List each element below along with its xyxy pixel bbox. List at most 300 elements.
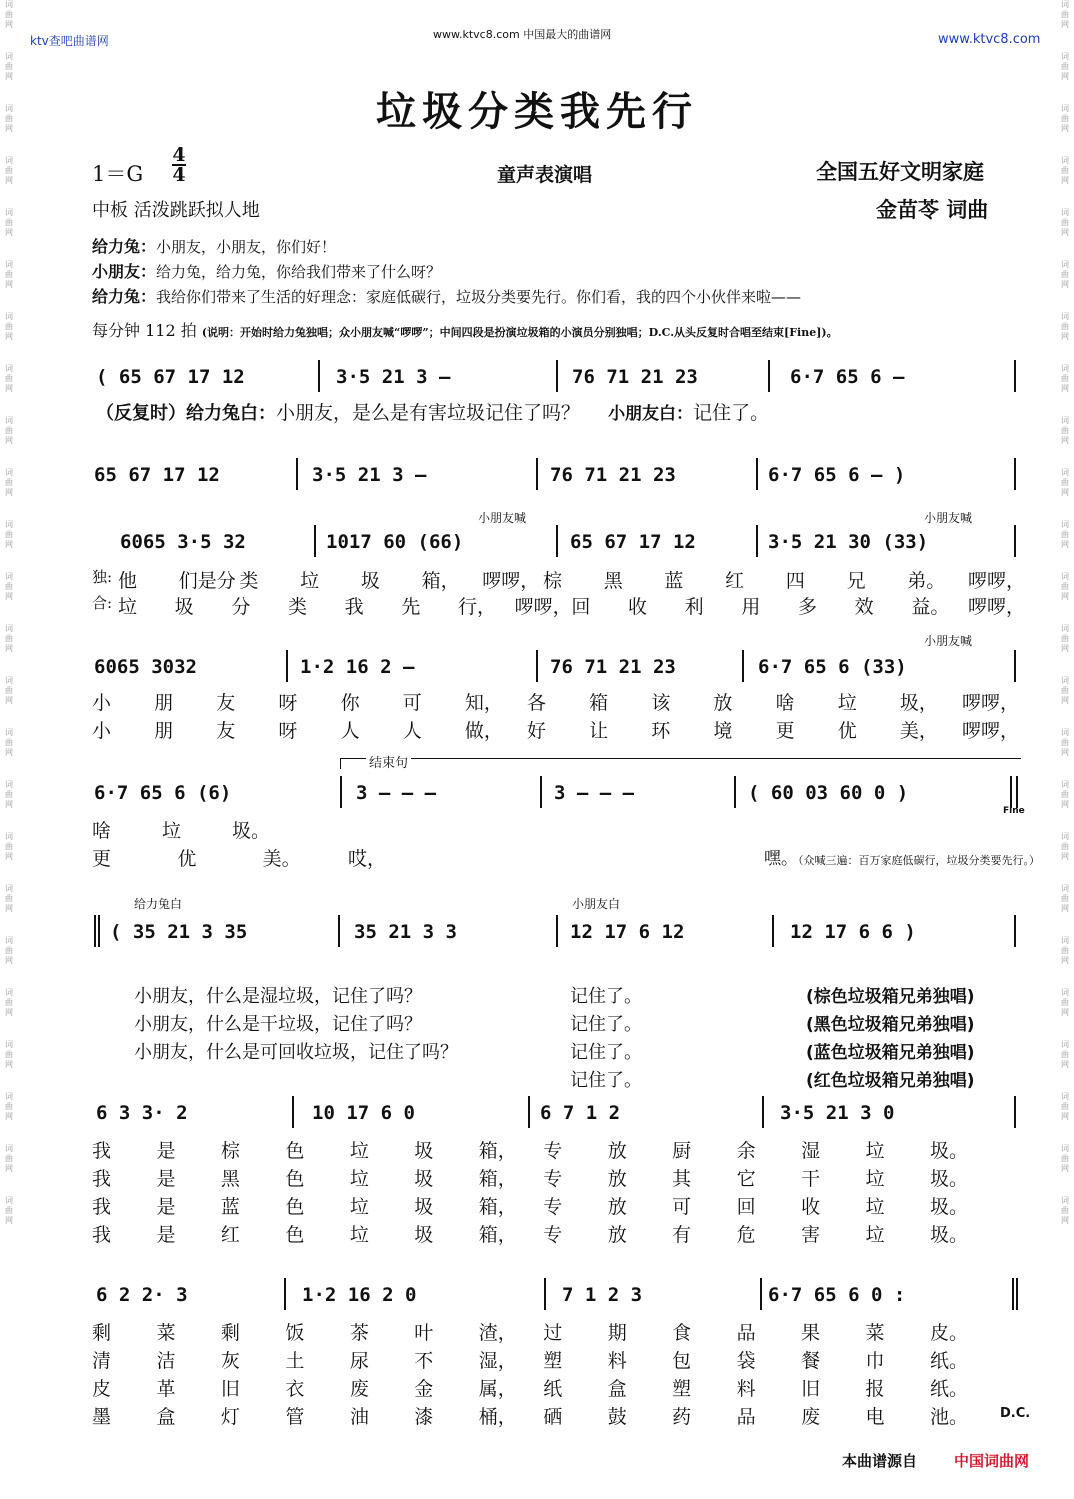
lyric-syllable: 小 <box>92 692 112 714</box>
watermark-text: 词 曲 网 <box>1061 312 1069 341</box>
right-watermark-strip <box>1056 0 1074 1499</box>
lyric-syllable: 革 <box>156 1378 176 1400</box>
lyric-syllable: 纸。 <box>930 1378 969 1400</box>
watermark-text: 词 曲 网 <box>5 832 13 861</box>
footer-source: 本曲谱源自 <box>842 1452 918 1470</box>
lyric-syllable: 塑 <box>543 1350 563 1372</box>
watermark-text: 词 曲 网 <box>5 624 13 653</box>
lyric-syllable: 是 <box>156 1140 176 1162</box>
lyric-syllable: 池。 <box>930 1406 969 1428</box>
barline <box>734 776 736 808</box>
lyric-syllable: 危 <box>736 1224 756 1246</box>
measure: 3·5 21 3 – <box>336 366 451 388</box>
lyric-syllable: 收 <box>628 596 648 618</box>
lyric-syllable: 色 <box>285 1168 305 1190</box>
barline <box>756 525 758 557</box>
measure: 7 1 2 3 <box>562 1284 643 1306</box>
lyric-syllable: 垃 <box>118 596 138 618</box>
watermark-text: 词 曲 网 <box>5 156 13 185</box>
lyric-syllable: 清 <box>92 1350 112 1372</box>
lyric-syllable: 盒 <box>156 1406 176 1428</box>
watermark-text: 词 曲 网 <box>1061 364 1069 393</box>
lyric-syllable: 桶， <box>478 1406 517 1428</box>
lyric-syllable: 专 <box>543 1196 563 1218</box>
key-signature: 1＝G <box>92 162 144 186</box>
lyric-syllable: 塑 <box>672 1378 692 1400</box>
dialogue-line: 给力兔：小朋友，小朋友，你们好！ <box>92 237 337 256</box>
measure: 6·7 65 6 – ) <box>768 464 906 486</box>
lyric-syllable: 圾。 <box>930 1140 969 1162</box>
spoken-a: 记住了。 <box>570 1014 642 1035</box>
lyric-syllable: 黑 <box>603 570 623 592</box>
lyric-syllable: 我 <box>92 1224 112 1246</box>
ending-label: 结束句 <box>366 752 411 771</box>
lyric-syllable: 红 <box>725 570 745 592</box>
watermark-text: 词 曲 网 <box>1061 0 1069 29</box>
lyric-syllable: 朋 <box>154 720 174 742</box>
lyric-syllable: 收 <box>801 1196 821 1218</box>
lyric-syllable: 垃 <box>865 1224 885 1246</box>
lyric-syllable: 蓝 <box>220 1196 240 1218</box>
lyric-syllable: 色 <box>285 1224 305 1246</box>
cue-label: 小朋友白 <box>572 897 621 911</box>
measure: 76 71 21 23 <box>550 656 676 678</box>
lyric-syllable: 色 <box>285 1196 305 1218</box>
spoken-role: (红色垃圾箱兄弟独唱) <box>806 1071 975 1091</box>
measure: 35 21 3 3 <box>354 921 457 943</box>
lyric-syllable: 友 <box>216 692 236 714</box>
lyric-syllable: 尿 <box>349 1350 369 1372</box>
watermark-text: 词 曲 网 <box>1061 1196 1069 1225</box>
lyric-syllable: 箱， <box>478 1224 517 1246</box>
watermark-text: 词 曲 网 <box>5 780 13 809</box>
lyric-syllable: 料 <box>736 1378 756 1400</box>
lyric-syllable: 垃 <box>865 1196 885 1218</box>
lyric-syllable: 渣， <box>478 1322 517 1344</box>
barline <box>1014 650 1016 682</box>
voice-label: 独: <box>92 568 113 586</box>
watermark-text: 词 曲 网 <box>5 260 13 289</box>
measure: 65 67 17 12 <box>570 531 696 553</box>
header-left-link[interactable]: ktv查吧曲谱网 <box>30 34 109 48</box>
watermark-text: 词 曲 网 <box>1061 624 1069 653</box>
measure: 1·2 16 2 0 <box>302 1284 417 1306</box>
lyric-syllable: 电 <box>865 1406 885 1428</box>
lyric-syllable: 美。 <box>262 848 301 870</box>
lyric-syllable: 圾 <box>414 1168 434 1190</box>
lyric-syllable: 皮。 <box>930 1322 969 1344</box>
lyric-syllable: 蓝 <box>664 570 684 592</box>
lyric-syllable: 行， <box>458 596 497 618</box>
barline <box>1014 525 1016 557</box>
spoken-q: 小朋友，什么是湿垃圾，记住了吗？ <box>134 986 422 1007</box>
measure: 1·2 16 2 – <box>300 656 415 678</box>
barline <box>1016 776 1018 808</box>
watermark-text: 词 曲 网 <box>5 936 13 965</box>
spoken-a: 记住了。 <box>570 1070 642 1091</box>
watermark-text: 词 曲 网 <box>1061 936 1069 965</box>
lyric-syllable: 旧 <box>801 1378 821 1400</box>
lyric-syllable: 可 <box>402 692 422 714</box>
measure: ( 35 21 3 35 <box>110 921 248 943</box>
barline <box>338 915 340 947</box>
page-title: 垃圾分类我先行 <box>376 88 698 135</box>
shout-line: 嘿。（众喊三遍：百万家庭低碳行，垃圾分类要先行。） <box>764 849 1040 869</box>
barline <box>284 1278 286 1310</box>
header-right-link[interactable]: www.ktvc8.com <box>938 32 1041 47</box>
lyric-syllable: 硒 <box>543 1406 563 1428</box>
lyric-syllable: 品 <box>736 1406 756 1428</box>
barline <box>768 360 770 392</box>
lyric-syllable: 漆 <box>414 1406 434 1428</box>
barline <box>540 776 542 808</box>
lyric-syllable: 灰 <box>220 1350 240 1372</box>
cue-label: 小朋友喊 <box>924 511 973 525</box>
lyric-syllable: 知， <box>464 692 503 714</box>
lyric-syllable: 药 <box>672 1406 692 1428</box>
lyric-syllable: 盒 <box>607 1378 627 1400</box>
lyric-syllable: 垃 <box>349 1140 369 1162</box>
barline <box>772 915 774 947</box>
barline <box>1014 458 1016 490</box>
lyric-syllable: 它 <box>736 1168 756 1190</box>
watermark-text: 词 曲 网 <box>5 468 13 497</box>
barline <box>292 1096 294 1128</box>
lyric-syllable: 呀 <box>278 720 298 742</box>
lyric-syllable: 料 <box>607 1350 627 1372</box>
lyric-syllable: 食 <box>672 1322 692 1344</box>
lyric-syllable: 圾。 <box>930 1196 969 1218</box>
lyric-syllable: 饭 <box>285 1322 305 1344</box>
lyric-syllable: 废 <box>801 1406 821 1428</box>
lyric-syllable: 放 <box>607 1224 627 1246</box>
lyric-syllable: 圾 <box>414 1224 434 1246</box>
lyric-syllable: 袋 <box>736 1350 756 1372</box>
barline <box>556 360 558 392</box>
performer: 童声表演唱 <box>497 164 593 186</box>
watermark-text: 词 曲 网 <box>1061 988 1069 1017</box>
lyric-syllable: 他 <box>118 570 138 592</box>
measure: ( 60 03 60 0 ) <box>748 782 909 804</box>
lyric-syllable: 圾。 <box>930 1168 969 1190</box>
lyric-syllable: 更 <box>92 848 112 870</box>
lyric-syllable: 垃 <box>349 1168 369 1190</box>
measure: 10 17 6 0 <box>312 1102 415 1124</box>
watermark-text: 词 曲 网 <box>5 572 13 601</box>
lyric-syllable: 回 <box>736 1196 756 1218</box>
watermark-text: 词 曲 网 <box>1061 1144 1069 1173</box>
barline <box>760 1278 762 1310</box>
lyric-syllable: 垃 <box>300 570 320 592</box>
measure: 6·7 65 6 0 : <box>768 1284 906 1306</box>
lyric-syllable: 包 <box>672 1350 692 1372</box>
lyric-syllable: 箱， <box>478 1140 517 1162</box>
lyric-syllable: 报 <box>865 1378 885 1400</box>
lyric-syllable: 更 <box>775 720 795 742</box>
barline <box>536 650 538 682</box>
footer-site-link[interactable]: 中国词曲网 <box>954 1452 1030 1470</box>
watermark-text: 词 曲 网 <box>1061 572 1069 601</box>
measure: 6·7 65 6 (6) <box>94 782 232 804</box>
lyric-syllable: 皮 <box>92 1378 112 1400</box>
lyric-syllable: 垃 <box>865 1140 885 1162</box>
spoken-role: (棕色垃圾箱兄弟独唱) <box>806 987 975 1007</box>
lyric-syllable: 属， <box>478 1378 517 1400</box>
credit-line-2: 金苗苓 词曲 <box>876 197 989 222</box>
credit-line-1: 全国五好文明家庭 <box>816 159 984 184</box>
lyric-syllable: 朋 <box>154 692 174 714</box>
lyric-syllable: 剩 <box>92 1322 112 1344</box>
lyric-syllable: 墨 <box>92 1406 112 1428</box>
lyric-syllable: 兄 <box>846 570 866 592</box>
lyric-syllable: 厨 <box>672 1140 692 1162</box>
lyric-syllable: 我 <box>92 1196 112 1218</box>
lyric-syllable: 多 <box>798 596 818 618</box>
lyric-syllable: 放 <box>607 1196 627 1218</box>
measure: 6·7 65 6 (33) <box>758 656 907 678</box>
lyric-syllable: 分 <box>231 596 251 618</box>
lyric-syllable: 餐 <box>801 1350 821 1372</box>
lyric-syllable: 哎， <box>348 848 387 870</box>
measure: 3·5 21 3 0 <box>780 1102 895 1124</box>
lyric-syllable: 环 <box>651 720 671 742</box>
watermark-text: 词 曲 网 <box>5 520 13 549</box>
watermark-text: 词 曲 网 <box>5 364 13 393</box>
lyric-syllable: 小 <box>92 720 112 742</box>
lyric-syllable: 人 <box>402 720 422 742</box>
cue-label: 给力兔白 <box>134 897 183 911</box>
lyric-syllable: 啰啰， <box>962 692 1020 714</box>
tempo-line: 每分钟 112 拍 (说明：开始时给力兔独唱；众小朋友喊“啰啰”；中间四段是扮演垃圾箱的小演员分别独唱；D.C.从头反复时合唱至结束[Fine])。 <box>92 321 838 340</box>
watermark-text: 词 曲 网 <box>5 1092 13 1121</box>
spoken-role: (黑色垃圾箱兄弟独唱) <box>806 1015 975 1035</box>
lyric-syllable: 该 <box>651 692 671 714</box>
lyric-syllable: 垃 <box>349 1196 369 1218</box>
barline <box>756 458 758 490</box>
barline <box>742 650 744 682</box>
lyric-syllable: 圾。 <box>930 1224 969 1246</box>
lyric-syllable: 人 <box>340 720 360 742</box>
spoken-role: (蓝色垃圾箱兄弟独唱) <box>806 1043 975 1063</box>
lyric-syllable: 利 <box>684 596 704 618</box>
tempo-description: 中板 活泼跳跃拟人地 <box>92 200 260 221</box>
barline <box>296 458 298 490</box>
barline <box>318 360 320 392</box>
lyric-syllable: 我 <box>344 596 364 618</box>
lyric-syllable: 灯 <box>220 1406 240 1428</box>
lyric-syllable: 菜 <box>156 1322 176 1344</box>
watermark-text: 词 曲 网 <box>5 416 13 445</box>
cue-label: 小朋友喊 <box>924 634 973 648</box>
barline <box>314 525 316 557</box>
lyric-syllable: 圾 <box>360 570 380 592</box>
spoken-a: 记住了。 <box>570 1042 642 1063</box>
lyric-syllable: 红 <box>220 1224 240 1246</box>
lyric-syllable: 垃 <box>865 1168 885 1190</box>
lyric-syllable: 益。 <box>911 596 950 618</box>
lyric-syllable: 有 <box>672 1224 692 1246</box>
lyric-syllable: 干 <box>801 1168 821 1190</box>
spoken-q: 小朋友，什么是可回收垃圾，记住了吗？ <box>134 1042 458 1063</box>
lyric-syllable: 垃 <box>349 1224 369 1246</box>
watermark-text: 词 曲 网 <box>5 1040 13 1069</box>
spoken-q: 小朋友，什么是干垃圾，记住了吗？ <box>134 1014 422 1035</box>
lyric-syllable: 用 <box>741 596 761 618</box>
fine-mark: Fine <box>1003 806 1025 816</box>
watermark-text: 词 曲 网 <box>1061 468 1069 497</box>
lyric-syllable: 先 <box>401 596 421 618</box>
lyric-syllable: 四 <box>785 570 805 592</box>
lyric-syllable: 我 <box>92 1168 112 1190</box>
barline <box>536 458 538 490</box>
watermark-text: 词 曲 网 <box>5 988 13 1017</box>
lyric-syllable: 湿， <box>478 1350 517 1372</box>
lyric-syllable: 箱， <box>421 570 460 592</box>
watermark-text: 词 曲 网 <box>5 1144 13 1173</box>
measure: 12 17 6 6 ) <box>790 921 916 943</box>
lyric-syllable: 优 <box>177 848 197 870</box>
barline <box>528 1096 530 1128</box>
measure: 6065 3032 <box>94 656 197 678</box>
watermark-text: 词 曲 网 <box>1061 728 1069 757</box>
lyric-syllable: 啰啰， <box>482 570 540 592</box>
lyric-syllable: 其 <box>672 1168 692 1190</box>
lyric-syllable: 是 <box>156 1168 176 1190</box>
lyric-syllable: 啰啰， <box>968 570 1026 592</box>
lyric-syllable: 效 <box>854 596 874 618</box>
lyric-syllable: 各 <box>527 692 547 714</box>
lyric-syllable: 啰啰， <box>962 720 1020 742</box>
lyric-syllable: 箱， <box>478 1168 517 1190</box>
barline <box>1014 1096 1016 1128</box>
lyric-syllable: 回 <box>571 596 591 618</box>
lyric-syllable: 让 <box>589 720 609 742</box>
barline <box>556 525 558 557</box>
lyric-syllable: 品 <box>736 1322 756 1344</box>
voice-label: 合: <box>92 594 113 612</box>
watermark-text: 词 曲 网 <box>5 104 13 133</box>
lyric-syllable: 期 <box>607 1322 627 1344</box>
lyric-syllable: 优 <box>837 720 857 742</box>
measure: 6 7 1 2 <box>540 1102 621 1124</box>
lyric-syllable: 过 <box>543 1322 563 1344</box>
lyric-syllable: 金 <box>414 1378 434 1400</box>
watermark-text: 词 曲 网 <box>1061 780 1069 809</box>
lyric-syllable: 剩 <box>220 1322 240 1344</box>
measure: 3 – – – <box>356 782 437 804</box>
lyric-syllable: 类 <box>239 570 259 592</box>
lyric-syllable: 衣 <box>285 1378 305 1400</box>
lyric-syllable: 纸。 <box>930 1350 969 1372</box>
dialogue-line: 给力兔：我给你们带来了生活的好理念：家庭低碳行，垃圾分类要先行。你们看，我的四个小伙伴来啦—— <box>92 287 802 306</box>
lyric-syllable: 境 <box>713 720 733 742</box>
lyric-syllable: 洁 <box>156 1350 176 1372</box>
lyric-syllable: 垃 <box>162 820 182 842</box>
lyric-syllable: 纸 <box>543 1378 563 1400</box>
barline <box>1010 776 1012 808</box>
lyric-syllable: 专 <box>543 1224 563 1246</box>
lyric-syllable: 弟。 <box>907 570 946 592</box>
watermark-text: 词 曲 网 <box>1061 156 1069 185</box>
lyric-syllable: 垃 <box>837 692 857 714</box>
watermark-text: 词 曲 网 <box>1061 1040 1069 1069</box>
watermark-text: 词 曲 网 <box>1061 884 1069 913</box>
row1-lyric-line: （反复时）给力兔白：小朋友，是么是有害垃圾记住了吗？ 小朋友白：记住了。 <box>96 402 770 424</box>
lyric-syllable: 美， <box>899 720 938 742</box>
watermark-text: 词 曲 网 <box>5 52 13 81</box>
lyric-syllable: 鼓 <box>607 1406 627 1428</box>
watermark-text: 词 曲 网 <box>1061 52 1069 81</box>
lyric-syllable: 友 <box>216 720 236 742</box>
watermark-text: 词 曲 网 <box>5 0 13 29</box>
spoken-a: 记住了。 <box>570 986 642 1007</box>
barline <box>556 915 558 947</box>
lyric-syllable: 废 <box>349 1378 369 1400</box>
lyric-syllable: 放 <box>713 692 733 714</box>
lyric-syllable: 棕 <box>543 570 563 592</box>
lyric-syllable: 箱， <box>478 1196 517 1218</box>
lyric-syllable: 圾。 <box>232 820 271 842</box>
barline <box>762 1096 764 1128</box>
watermark-text: 词 曲 网 <box>1061 416 1069 445</box>
lyric-syllable: 箱 <box>589 692 609 714</box>
watermark-text: 词 曲 网 <box>1061 104 1069 133</box>
dialogue-line: 小朋友：给力兔，给力兔，你给我们带来了什么呀？ <box>92 262 442 281</box>
watermark-text: 词 曲 网 <box>5 312 13 341</box>
lyric-syllable: 们是分 <box>178 570 236 592</box>
lyric-syllable: 是 <box>156 1224 176 1246</box>
lyric-syllable: 呀 <box>278 692 298 714</box>
measure: 76 71 21 23 <box>572 366 698 388</box>
barline <box>1014 360 1016 392</box>
lyric-syllable: 色 <box>285 1140 305 1162</box>
cue-label: 小朋友喊 <box>478 511 527 525</box>
lyric-syllable: 果 <box>801 1322 821 1344</box>
measure: 65 67 17 12 <box>94 464 220 486</box>
watermark-text: 词 曲 网 <box>5 728 13 757</box>
watermark-text: 词 曲 网 <box>1061 676 1069 705</box>
measure: 1017 60 (66) <box>326 531 464 553</box>
lyric-syllable: 土 <box>285 1350 305 1372</box>
barline <box>544 1278 546 1310</box>
lyric-syllable: 做， <box>464 720 503 742</box>
measure: 76 71 21 23 <box>550 464 676 486</box>
barline <box>286 650 288 682</box>
watermark-text: 词 曲 网 <box>5 1196 13 1225</box>
barline <box>98 915 100 947</box>
lyric-syllable: 菜 <box>865 1322 885 1344</box>
lyric-syllable: 啥 <box>92 820 112 842</box>
lyric-syllable: 你 <box>340 692 360 714</box>
lyric-syllable: 叶 <box>414 1322 434 1344</box>
watermark-text: 词 曲 网 <box>1061 208 1069 237</box>
lyric-syllable: 专 <box>543 1168 563 1190</box>
watermark-text: 词 曲 网 <box>1061 520 1069 549</box>
lyric-syllable: 害 <box>801 1224 821 1246</box>
measure: 3·5 21 3 – <box>312 464 427 486</box>
lyric-syllable: 啰啰， <box>514 596 572 618</box>
lyric-syllable: 旧 <box>220 1378 240 1400</box>
watermark-text: 词 曲 网 <box>1061 832 1069 861</box>
header-center-text[interactable]: www.ktvc8.com 中国最大的曲谱网 <box>433 28 612 41</box>
lyric-syllable: 黑 <box>220 1168 240 1190</box>
barline <box>340 776 342 808</box>
measure: 6 3 3· 2 <box>96 1102 188 1124</box>
watermark-text: 词 曲 网 <box>1061 1092 1069 1121</box>
time-signature: 4 4 <box>172 144 186 186</box>
lyric-syllable: 湿 <box>801 1140 821 1162</box>
lyric-syllable: 茶 <box>349 1322 369 1344</box>
